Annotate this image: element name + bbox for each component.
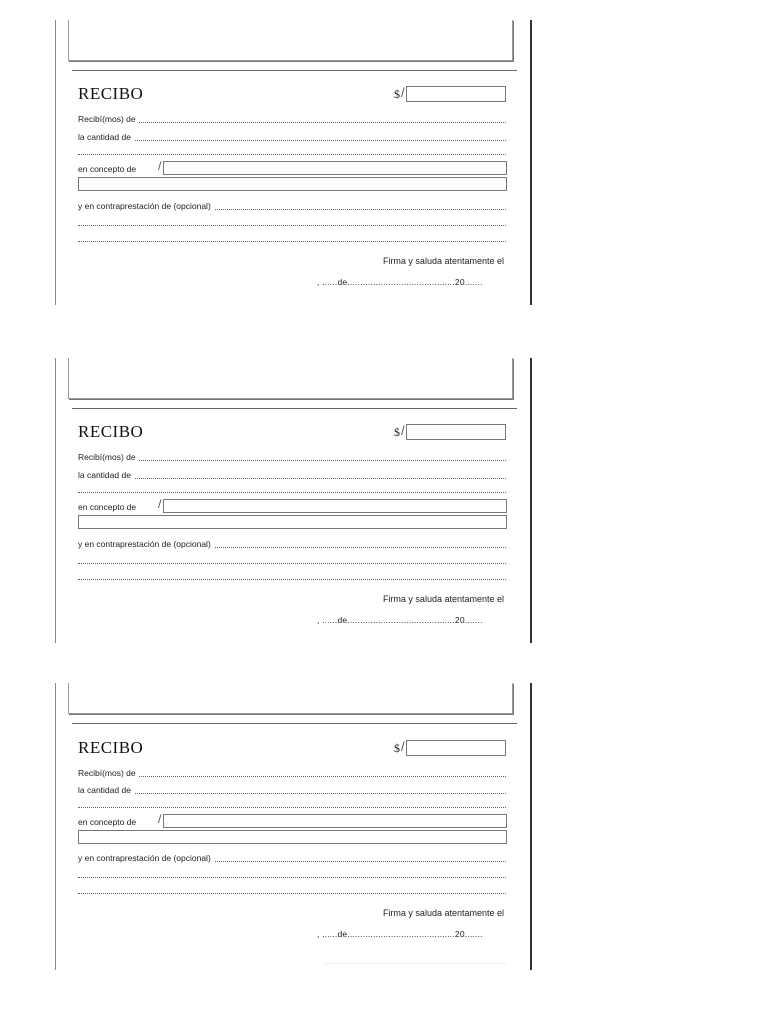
- concept-box[interactable]: [163, 499, 507, 513]
- currency-symbol: $: [394, 741, 400, 755]
- currency-symbol: $: [394, 87, 400, 101]
- header-box: [68, 20, 513, 61]
- receipt-title: RECIBO: [78, 738, 144, 757]
- consideration-label: y en contraprestación de (opcional): [78, 538, 214, 550]
- concept-box[interactable]: [163, 161, 507, 175]
- receipt-form: [55, 20, 532, 305]
- concept-box-2[interactable]: [78, 830, 507, 844]
- consideration-label: y en contraprestación de (opcional): [78, 852, 214, 864]
- date-line[interactable]: , ......de..........................................20.......: [317, 929, 483, 939]
- received-from-label: Recibí(mos) de: [78, 451, 139, 463]
- amount-label: la cantidad de: [78, 784, 134, 796]
- separator-line: [72, 723, 517, 724]
- consideration-row[interactable]: [78, 538, 506, 550]
- dotted-line: [78, 478, 506, 479]
- dotted-line[interactable]: [78, 807, 506, 808]
- slash-mark: /: [158, 159, 162, 173]
- dotted-line: [78, 776, 506, 777]
- signature-text: Firma y saluda atentamente el: [382, 908, 504, 918]
- amount-words-row[interactable]: [78, 131, 506, 143]
- slash-mark: /: [401, 739, 405, 754]
- slash-mark: /: [401, 423, 405, 438]
- receipt-form: [55, 683, 532, 970]
- dotted-line: [78, 460, 506, 461]
- header-box: [68, 358, 513, 399]
- receipt-title: RECIBO: [78, 84, 144, 103]
- receipt-form: [55, 358, 532, 643]
- separator-line: [72, 70, 517, 71]
- right-border: [530, 683, 532, 970]
- concept-box-2[interactable]: [78, 177, 507, 191]
- amount-box[interactable]: [406, 740, 506, 756]
- date-line[interactable]: , ......de..........................................20.......: [317, 615, 483, 625]
- signature-text: Firma y saluda atentamente el: [382, 594, 504, 604]
- amount-words-row[interactable]: [78, 784, 506, 796]
- concept-row: [78, 501, 158, 513]
- amount-box[interactable]: [406, 86, 506, 102]
- received-from-row[interactable]: [78, 113, 506, 125]
- dotted-line[interactable]: [78, 563, 506, 564]
- receipt-title: RECIBO: [78, 422, 144, 441]
- consideration-label: y en contraprestación de (opcional): [78, 200, 214, 212]
- amount-field[interactable]: [394, 86, 506, 102]
- concept-row: [78, 816, 158, 828]
- right-border: [530, 20, 532, 305]
- amount-field[interactable]: [394, 424, 506, 440]
- dotted-line: [78, 140, 506, 141]
- dotted-line: [78, 793, 506, 794]
- amount-words-row[interactable]: [78, 469, 506, 481]
- header-box: [68, 683, 513, 714]
- dotted-line[interactable]: [78, 154, 506, 155]
- amount-label: la cantidad de: [78, 131, 134, 143]
- consideration-row[interactable]: [78, 200, 506, 212]
- right-border: [530, 358, 532, 643]
- dotted-line: [78, 122, 506, 123]
- date-line[interactable]: , ......de..........................................20.......: [317, 277, 483, 287]
- dotted-line[interactable]: [78, 225, 506, 226]
- amount-field[interactable]: [394, 740, 506, 756]
- left-border: [55, 20, 56, 305]
- received-from-row[interactable]: [78, 767, 506, 779]
- slash-mark: /: [158, 812, 162, 826]
- concept-row: [78, 163, 158, 175]
- received-from-label: Recibí(mos) de: [78, 767, 139, 779]
- received-from-row[interactable]: [78, 451, 506, 463]
- signature-text: Firma y saluda atentamente el: [382, 256, 504, 266]
- dotted-line[interactable]: [78, 893, 506, 894]
- concept-box-2[interactable]: [78, 515, 507, 529]
- amount-label: la cantidad de: [78, 469, 134, 481]
- slash-mark: /: [158, 497, 162, 511]
- concept-label: en concepto de: [78, 501, 139, 513]
- received-from-label: Recibí(mos) de: [78, 113, 139, 125]
- left-border: [55, 358, 56, 643]
- dotted-line[interactable]: [78, 492, 506, 493]
- dotted-line[interactable]: [78, 241, 506, 242]
- slash-mark: /: [401, 85, 405, 100]
- left-border: [55, 683, 56, 970]
- concept-label: en concepto de: [78, 163, 139, 175]
- consideration-row[interactable]: [78, 852, 506, 864]
- dotted-line[interactable]: [78, 579, 506, 580]
- amount-box[interactable]: [406, 424, 506, 440]
- concept-box[interactable]: [163, 814, 507, 828]
- faint-line: [325, 963, 505, 964]
- separator-line: [72, 408, 517, 409]
- concept-label: en concepto de: [78, 816, 139, 828]
- dotted-line[interactable]: [78, 877, 506, 878]
- currency-symbol: $: [394, 425, 400, 439]
